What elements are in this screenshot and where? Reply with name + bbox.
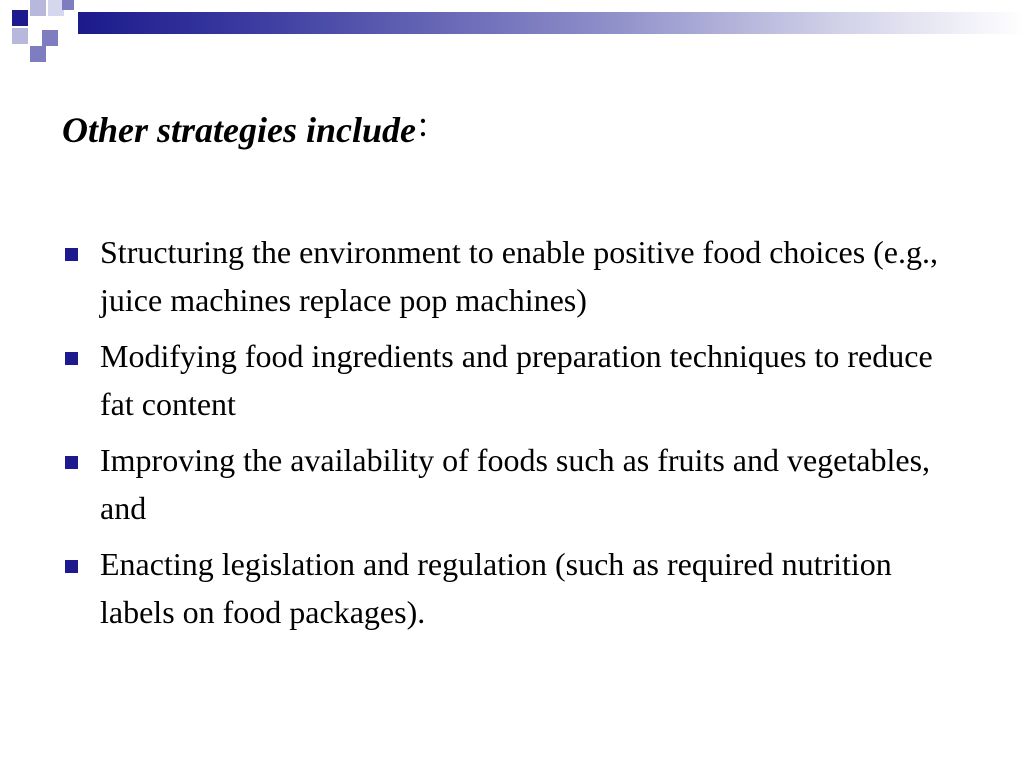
bullet-item xyxy=(64,332,964,428)
slide-title-colon: : xyxy=(418,104,429,144)
slide-title xyxy=(62,104,428,156)
decor-square-icon xyxy=(12,28,28,44)
square-bullet-icon xyxy=(65,456,78,469)
bullet-list xyxy=(64,228,964,644)
bullet-text: Modifying food ingredients and preparation techniques to reduce fat content xyxy=(100,338,933,422)
decor-square-icon xyxy=(62,0,74,10)
bullet-text: Improving the availability of foods such as fruits and vegetables, and xyxy=(100,442,931,526)
square-bullet-icon xyxy=(65,352,78,365)
square-bullet-icon xyxy=(65,248,78,261)
decor-square-icon xyxy=(42,30,58,46)
slide-title-text: Other strategies include xyxy=(62,110,417,150)
bullet-item xyxy=(64,540,964,636)
header-decoration xyxy=(0,0,1024,64)
decor-square-icon xyxy=(12,10,28,26)
bullet-text: Enacting legislation and regulation (such as required nutrition labels on food packages). xyxy=(100,546,892,630)
bullet-item xyxy=(64,436,964,532)
decor-square-icon xyxy=(30,0,46,16)
header-gradient-bar xyxy=(78,12,1024,34)
bullet-text: Structuring the environment to enable positive food choices (e.g., juice machines replace pop machines) xyxy=(100,234,938,318)
square-bullet-icon xyxy=(65,560,78,573)
decor-square-icon xyxy=(30,46,46,62)
bullet-item xyxy=(64,228,964,324)
